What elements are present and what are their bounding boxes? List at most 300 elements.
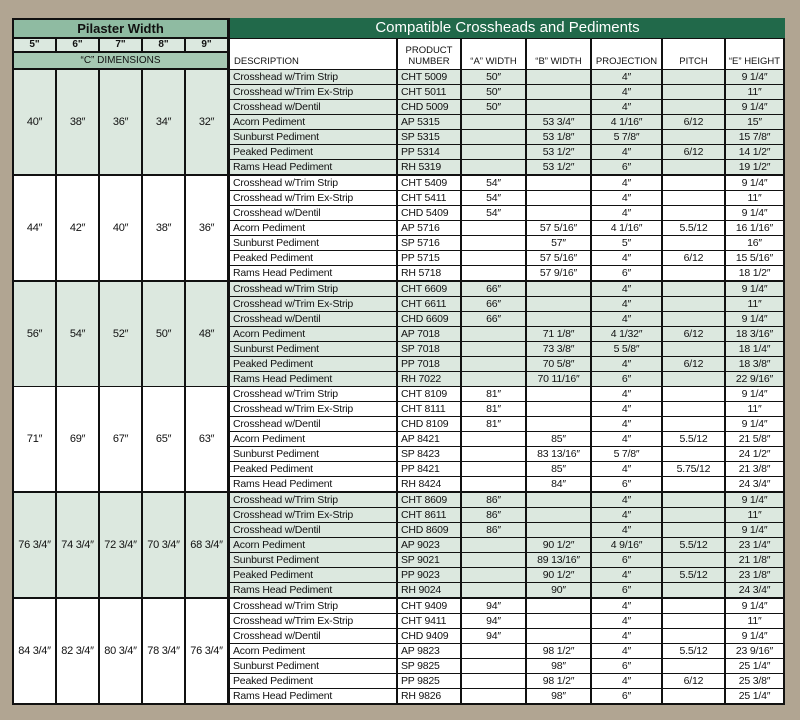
c-dimension-value: 50″ [143,282,184,386]
cell-product-number: CHD 8609 [398,523,460,537]
cell-b-width: 53 1/8″ [527,130,590,144]
cell-product-number: SP 7018 [398,342,460,356]
cell-pitch: 5.5/12 [663,644,724,658]
cell-projection: 4″ [592,614,661,628]
cell-e-height: 24 3/4″ [726,477,783,491]
cell-pitch [663,191,724,205]
c-dimension-value: 54″ [57,282,98,386]
cell-projection: 4″ [592,176,661,190]
cell-description: Peaked Pediment [230,357,396,371]
cell-projection: 4″ [592,493,661,507]
cell-pitch: 6/12 [663,327,724,341]
table-row [230,477,783,491]
cell-e-height: 18 3/16″ [726,327,783,341]
table-row [230,553,783,567]
table-row [230,312,783,326]
cell-a-width [462,462,525,476]
cell-pitch [663,100,724,114]
cell-a-width: 81″ [462,387,525,401]
cell-e-height: 23 1/4″ [726,538,783,552]
cell-pitch [663,297,724,311]
cell-projection: 4″ [592,462,661,476]
cell-product-number: PP 8421 [398,462,460,476]
cell-b-width: 57″ [527,236,590,250]
cell-b-width [527,191,590,205]
product-group [230,176,783,280]
cell-b-width: 53 3/4″ [527,115,590,129]
cell-a-width: 66″ [462,282,525,296]
cell-description: Crosshead w/Trim Ex-Strip [230,402,396,416]
cell-a-width: 94″ [462,599,525,613]
cell-e-height: 9 1/4″ [726,493,783,507]
cell-pitch [663,266,724,280]
c-dimension-value: 34″ [143,70,184,174]
cell-b-width [527,417,590,431]
cell-description: Acorn Pediment [230,115,396,129]
c-dimension-value: 74 3/4″ [57,493,98,597]
cell-projection: 5″ [592,236,661,250]
header-a-width: “A” WIDTH [462,39,525,69]
c-dimension-group [14,599,227,703]
c-dimension-value: 65″ [143,387,184,491]
cell-a-width: 66″ [462,312,525,326]
cell-product-number: AP 8421 [398,432,460,446]
cell-description: Sunburst Pediment [230,447,396,461]
cell-description: Rams Head Pediment [230,160,396,174]
cell-b-width: 70 5/8″ [527,357,590,371]
product-group [230,70,783,174]
cell-product-number: CHT 5409 [398,176,460,190]
cell-pitch [663,523,724,537]
cell-product-number: CHT 8109 [398,387,460,401]
c-dimension-group [14,282,227,386]
c-dimension-value: 40″ [14,70,55,174]
cell-pitch: 5.75/12 [663,462,724,476]
table-row [230,191,783,205]
cell-e-height: 24 3/4″ [726,583,783,597]
cell-projection: 4 9/16″ [592,538,661,552]
cell-a-width [462,432,525,446]
cell-product-number: AP 7018 [398,327,460,341]
cell-pitch [663,342,724,356]
cell-projection: 5 7/8″ [592,130,661,144]
cell-a-width [462,583,525,597]
table-row [230,282,783,296]
cell-description: Sunburst Pediment [230,130,396,144]
table-row [230,100,783,114]
product-group [230,282,783,386]
cell-pitch [663,402,724,416]
cell-e-height: 11″ [726,85,783,99]
c-dimensions-label: “C” DIMENSIONS [14,53,227,68]
table-row [230,583,783,597]
cell-description: Acorn Pediment [230,221,396,235]
cell-pitch: 5.5/12 [663,568,724,582]
cell-b-width: 57 9/16″ [527,266,590,280]
c-dimension-value: 68 3/4″ [186,493,227,597]
pilaster-size: 9" [186,39,227,51]
cell-b-width: 73 3/8″ [527,342,590,356]
c-dimension-value: 38″ [143,176,184,280]
cell-projection: 4 1/32″ [592,327,661,341]
table-row [230,297,783,311]
cell-description: Sunburst Pediment [230,236,396,250]
cell-description: Crosshead w/Trim Strip [230,282,396,296]
cell-a-width: 54″ [462,176,525,190]
cell-e-height: 9 1/4″ [726,387,783,401]
cell-pitch [663,508,724,522]
product-group [230,387,783,491]
cell-e-height: 18 1/2″ [726,266,783,280]
cell-pitch [663,659,724,673]
cell-a-width [462,327,525,341]
cell-pitch [663,70,724,84]
cell-a-width [462,372,525,386]
cell-a-width: 94″ [462,629,525,643]
cell-description: Crosshead w/Trim Strip [230,599,396,613]
cell-b-width: 83 13/16″ [527,447,590,461]
cell-pitch [663,553,724,567]
cell-projection: 6″ [592,553,661,567]
cell-a-width [462,115,525,129]
cell-description: Sunburst Pediment [230,659,396,673]
cell-projection: 4″ [592,85,661,99]
cell-a-width [462,251,525,265]
c-dimension-value: 82 3/4″ [57,599,98,703]
cell-projection: 4″ [592,508,661,522]
c-dimension-value: 69″ [57,387,98,491]
table-row [230,599,783,613]
cell-product-number: SP 8423 [398,447,460,461]
table-row [230,402,783,416]
table-row [230,538,783,552]
cell-description: Crosshead w/Dentil [230,629,396,643]
cell-e-height: 9 1/4″ [726,206,783,220]
cell-description: Peaked Pediment [230,462,396,476]
cell-b-width: 98″ [527,659,590,673]
table-row [230,387,783,401]
cell-a-width [462,160,525,174]
cell-pitch: 5.5/12 [663,538,724,552]
cell-b-width [527,282,590,296]
cell-description: Crosshead w/Trim Strip [230,387,396,401]
header-product-number: PRODUCT NUMBER [398,39,460,69]
cell-projection: 5 7/8″ [592,447,661,461]
cell-product-number: CHT 9411 [398,614,460,628]
product-group [230,599,783,703]
cell-a-width [462,221,525,235]
cell-projection: 4″ [592,357,661,371]
cell-e-height: 9 1/4″ [726,312,783,326]
table-row [230,417,783,431]
c-dimension-value: 36″ [100,70,141,174]
cell-e-height: 15 7/8″ [726,130,783,144]
cell-e-height: 9 1/4″ [726,70,783,84]
cell-b-width [527,599,590,613]
table-row [230,206,783,220]
cell-b-width: 57 5/16″ [527,251,590,265]
cell-a-width: 50″ [462,100,525,114]
table-row [230,508,783,522]
cell-b-width [527,85,590,99]
cell-a-width [462,145,525,159]
cell-description: Sunburst Pediment [230,553,396,567]
cell-projection: 4″ [592,599,661,613]
cell-b-width: 57 5/16″ [527,221,590,235]
cell-description: Acorn Pediment [230,432,396,446]
c-dimension-value: 48″ [186,282,227,386]
cell-a-width: 66″ [462,297,525,311]
cell-description: Rams Head Pediment [230,372,396,386]
table-row [230,629,783,643]
cell-e-height: 11″ [726,614,783,628]
cell-b-width: 89 13/16″ [527,553,590,567]
cell-product-number: PP 5314 [398,145,460,159]
cell-product-number: PP 9023 [398,568,460,582]
cell-pitch [663,417,724,431]
cell-projection: 4″ [592,523,661,537]
cell-e-height: 9 1/4″ [726,100,783,114]
cell-pitch [663,689,724,703]
cell-e-height: 23 1/8″ [726,568,783,582]
cell-projection: 4″ [592,282,661,296]
cell-pitch [663,447,724,461]
c-dimension-value: 63″ [186,387,227,491]
cell-product-number: RH 8424 [398,477,460,491]
cell-e-height: 18 1/4″ [726,342,783,356]
cell-description: Crosshead w/Trim Strip [230,176,396,190]
cell-b-width [527,312,590,326]
cell-pitch [663,583,724,597]
header-b-width: “B” WIDTH [527,39,590,69]
cell-projection: 6″ [592,160,661,174]
table-row [230,432,783,446]
cell-a-width [462,357,525,371]
cell-projection: 6″ [592,659,661,673]
cell-pitch: 6/12 [663,357,724,371]
cell-projection: 6″ [592,689,661,703]
cell-b-width: 90 1/2″ [527,538,590,552]
header-description: DESCRIPTION [230,39,396,69]
cell-a-width [462,342,525,356]
pilaster-sizes-row [14,39,227,51]
column-header-row [230,39,783,69]
cell-e-height: 9 1/4″ [726,523,783,537]
cell-projection: 4 1/16″ [592,221,661,235]
cell-pitch: 6/12 [663,251,724,265]
c-dimension-value: 76 3/4″ [14,493,55,597]
cell-projection: 4″ [592,70,661,84]
cell-e-height: 11″ [726,297,783,311]
cell-b-width: 85″ [527,462,590,476]
cell-a-width: 81″ [462,402,525,416]
pilaster-width-section [12,18,229,705]
cell-product-number: RH 5718 [398,266,460,280]
c-dimension-group [14,176,227,280]
cell-pitch [663,160,724,174]
cell-b-width: 98″ [527,689,590,703]
cell-e-height: 22 9/16″ [726,372,783,386]
cell-description: Peaked Pediment [230,145,396,159]
cell-b-width [527,70,590,84]
cell-pitch [663,599,724,613]
product-group [230,493,783,597]
cell-description: Rams Head Pediment [230,477,396,491]
cell-product-number: CHT 5411 [398,191,460,205]
cell-e-height: 11″ [726,508,783,522]
table-row [230,176,783,190]
cell-a-width [462,236,525,250]
c-dimension-value: 84 3/4″ [14,599,55,703]
cell-a-width [462,553,525,567]
table-row [230,70,783,84]
cell-a-width: 94″ [462,614,525,628]
cell-pitch [663,387,724,401]
cell-pitch [663,312,724,326]
c-dimension-value: 72 3/4″ [100,493,141,597]
cell-b-width: 98 1/2″ [527,644,590,658]
cell-projection: 4 1/16″ [592,115,661,129]
cell-a-width [462,659,525,673]
cell-projection: 6″ [592,583,661,597]
cell-product-number: CHD 5009 [398,100,460,114]
cell-description: Crosshead w/Dentil [230,523,396,537]
table-row [230,372,783,386]
cell-b-width [527,493,590,507]
cell-b-width: 90 1/2″ [527,568,590,582]
cell-pitch: 6/12 [663,674,724,688]
cell-description: Crosshead w/Dentil [230,417,396,431]
cell-a-width: 81″ [462,417,525,431]
c-dimension-value: 42″ [57,176,98,280]
cell-a-width: 86″ [462,508,525,522]
cell-product-number: CHT 5011 [398,85,460,99]
c-dimension-group [14,70,227,174]
cell-product-number: RH 5319 [398,160,460,174]
pilaster-size: 7" [100,39,141,51]
cell-e-height: 9 1/4″ [726,417,783,431]
compatibility-chart [12,18,785,705]
table-row [230,568,783,582]
cell-a-width [462,477,525,491]
table-row [230,674,783,688]
cell-e-height: 18 3/8″ [726,357,783,371]
table-row [230,462,783,476]
cell-e-height: 21 5/8″ [726,432,783,446]
table-row [230,130,783,144]
cell-pitch [663,629,724,643]
cell-a-width [462,644,525,658]
cell-a-width [462,538,525,552]
cell-a-width [462,674,525,688]
cell-product-number: AP 5716 [398,221,460,235]
c-dimension-value: 56″ [14,282,55,386]
cell-e-height: 16 1/16″ [726,221,783,235]
cell-product-number: SP 9021 [398,553,460,567]
c-dimension-value: 71″ [14,387,55,491]
cell-projection: 5 5/8″ [592,342,661,356]
header-pitch: PITCH [663,39,724,69]
cell-description: Crosshead w/Dentil [230,100,396,114]
cell-projection: 6″ [592,266,661,280]
cell-product-number: SP 5716 [398,236,460,250]
c-dimension-value: 80 3/4″ [100,599,141,703]
cell-projection: 4″ [592,402,661,416]
c-dimension-value: 44″ [14,176,55,280]
cell-e-height: 15 5/16″ [726,251,783,265]
header-e-height: “E” HEIGHT [726,39,783,69]
c-dimension-group [14,387,227,491]
cell-e-height: 23 9/16″ [726,644,783,658]
c-dimension-value: 32″ [186,70,227,174]
c-dimension-group [14,493,227,597]
c-dimension-value: 67″ [100,387,141,491]
cell-b-width [527,508,590,522]
cell-product-number: CHT 8609 [398,493,460,507]
cell-description: Crosshead w/Trim Ex-Strip [230,614,396,628]
cell-description: Rams Head Pediment [230,266,396,280]
cell-pitch [663,206,724,220]
cell-product-number: CHT 9409 [398,599,460,613]
cell-b-width [527,176,590,190]
cell-pitch [663,372,724,386]
table-row [230,644,783,658]
cell-e-height: 21 3/8″ [726,462,783,476]
cell-product-number: CHT 5009 [398,70,460,84]
table-row [230,659,783,673]
cell-e-height: 9 1/4″ [726,599,783,613]
table-row [230,251,783,265]
cell-a-width [462,130,525,144]
cell-b-width: 84″ [527,477,590,491]
cell-product-number: AP 9823 [398,644,460,658]
cell-b-width [527,629,590,643]
cell-b-width [527,387,590,401]
cell-b-width: 53 1/2″ [527,160,590,174]
table-row [230,236,783,250]
cell-projection: 4″ [592,387,661,401]
cell-b-width [527,100,590,114]
cell-product-number: CHT 8611 [398,508,460,522]
cell-projection: 6″ [592,477,661,491]
table-row [230,266,783,280]
cell-b-width [527,206,590,220]
cell-product-number: CHD 6609 [398,312,460,326]
cell-pitch [663,614,724,628]
cell-pitch [663,236,724,250]
cell-pitch [663,477,724,491]
cell-projection: 4″ [592,417,661,431]
cell-b-width: 53 1/2″ [527,145,590,159]
table-row [230,523,783,537]
cell-product-number: SP 9825 [398,659,460,673]
cell-description: Crosshead w/Trim Strip [230,70,396,84]
header-projection: PROJECTION [592,39,661,69]
table-row [230,85,783,99]
cell-a-width [462,568,525,582]
cell-b-width [527,614,590,628]
cell-description: Crosshead w/Trim Ex-Strip [230,85,396,99]
cell-a-width [462,447,525,461]
cell-e-height: 19 1/2″ [726,160,783,174]
cell-pitch [663,85,724,99]
cell-a-width: 54″ [462,206,525,220]
cell-projection: 4″ [592,629,661,643]
c-dimension-value: 76 3/4″ [186,599,227,703]
cell-b-width [527,297,590,311]
cell-description: Rams Head Pediment [230,583,396,597]
cell-product-number: PP 5715 [398,251,460,265]
